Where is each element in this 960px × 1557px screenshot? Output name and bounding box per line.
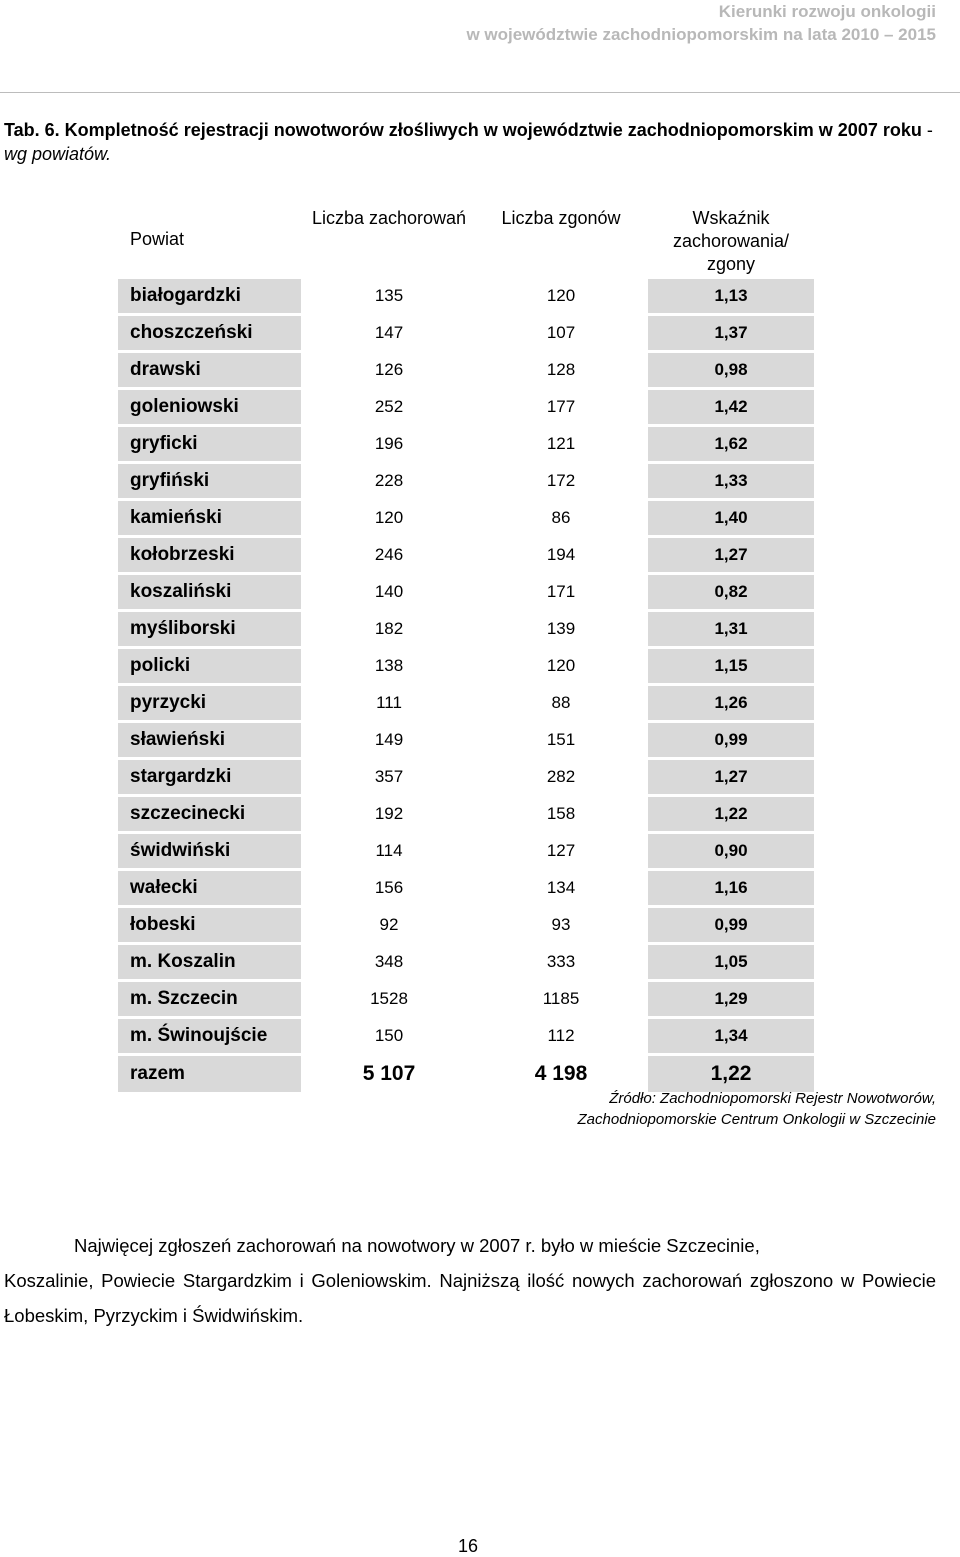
cell-zgony: 120 xyxy=(477,279,645,313)
cell-wskaznik: 1,33 xyxy=(648,464,814,498)
cell-zgony: 88 xyxy=(477,686,645,720)
cell-zachorowania: 196 xyxy=(304,427,474,461)
cell-wskaznik: 1,40 xyxy=(648,501,814,535)
table-row xyxy=(118,575,814,609)
cell-zgony: 128 xyxy=(477,353,645,387)
table-row xyxy=(118,279,814,313)
cell-zgony: 86 xyxy=(477,501,645,535)
total-cell-powiat: razem xyxy=(118,1056,301,1092)
cell-zgony: 134 xyxy=(477,871,645,905)
cell-zgony: 171 xyxy=(477,575,645,609)
cell-zgony: 177 xyxy=(477,390,645,424)
cell-zachorowania: 348 xyxy=(304,945,474,979)
cell-zachorowania: 120 xyxy=(304,501,474,535)
table-row xyxy=(118,723,814,757)
cell-wskaznik: 1,31 xyxy=(648,612,814,646)
cell-powiat: świdwiński xyxy=(118,834,301,868)
cell-powiat: wałecki xyxy=(118,871,301,905)
cell-powiat: goleniowski xyxy=(118,390,301,424)
cell-wskaznik: 1,34 xyxy=(648,1019,814,1053)
cell-powiat: choszczeński xyxy=(118,316,301,350)
cell-zachorowania: 140 xyxy=(304,575,474,609)
cell-powiat: pyrzycki xyxy=(118,686,301,720)
cell-zachorowania: 252 xyxy=(304,390,474,424)
table-row xyxy=(118,834,814,868)
cell-wskaznik: 1,15 xyxy=(648,649,814,683)
header-rule xyxy=(0,92,960,93)
cell-zachorowania: 357 xyxy=(304,760,474,794)
header-liczba-zgonow: Liczba zgonów xyxy=(477,203,645,276)
cell-powiat: m. Szczecin xyxy=(118,982,301,1016)
cell-zachorowania: 126 xyxy=(304,353,474,387)
cell-wskaznik: 1,27 xyxy=(648,538,814,572)
cell-powiat: koszaliński xyxy=(118,575,301,609)
total-cell-zachorowania: 5 107 xyxy=(304,1056,474,1092)
table-total-row xyxy=(118,1056,814,1092)
cell-zachorowania: 1528 xyxy=(304,982,474,1016)
total-cell-zgony: 4 198 xyxy=(477,1056,645,1092)
cell-zgony: 112 xyxy=(477,1019,645,1053)
source-note xyxy=(578,1088,937,1130)
cell-powiat: białogardzki xyxy=(118,279,301,313)
cell-zgony: 120 xyxy=(477,649,645,683)
source-line-2: Zachodniopomorskie Centrum Onkologii w Szczecinie xyxy=(577,1111,936,1128)
header-line-1: Kierunki rozwoju onkologii xyxy=(718,2,936,21)
cell-powiat: m. Świnoujście xyxy=(118,1019,301,1053)
cell-wskaznik: 1,37 xyxy=(648,316,814,350)
table-row xyxy=(118,538,814,572)
table-row xyxy=(118,797,814,831)
caption-dash: - xyxy=(921,120,933,140)
cell-zachorowania: 246 xyxy=(304,538,474,572)
cell-powiat: m. Koszalin xyxy=(118,945,301,979)
cell-wskaznik: 1,05 xyxy=(648,945,814,979)
page-number: 16 xyxy=(457,1536,479,1556)
table-caption xyxy=(4,118,944,166)
table-row xyxy=(118,945,814,979)
cell-zgony: 151 xyxy=(477,723,645,757)
cell-zgony: 121 xyxy=(477,427,645,461)
table-row xyxy=(118,464,814,498)
cell-zgony: 107 xyxy=(477,316,645,350)
data-table xyxy=(115,200,817,1095)
table-row xyxy=(118,760,814,794)
cell-wskaznik: 1,13 xyxy=(648,279,814,313)
cell-powiat: szczecinecki xyxy=(118,797,301,831)
cell-zachorowania: 111 xyxy=(304,686,474,720)
cell-powiat: sławieński xyxy=(118,723,301,757)
cell-wskaznik: 1,27 xyxy=(648,760,814,794)
cell-zgony: 93 xyxy=(477,908,645,942)
cell-wskaznik: 1,26 xyxy=(648,686,814,720)
total-cell-wskaznik: 1,22 xyxy=(648,1056,814,1092)
cell-zachorowania: 192 xyxy=(304,797,474,831)
table-row xyxy=(118,390,814,424)
cell-wskaznik: 1,42 xyxy=(648,390,814,424)
table-row xyxy=(118,612,814,646)
cell-zachorowania: 156 xyxy=(304,871,474,905)
cell-zgony: 127 xyxy=(477,834,645,868)
cell-zachorowania: 138 xyxy=(304,649,474,683)
table-row xyxy=(118,871,814,905)
table-row xyxy=(118,316,814,350)
cell-zachorowania: 150 xyxy=(304,1019,474,1053)
cell-wskaznik: 1,62 xyxy=(648,427,814,461)
body-paragraph xyxy=(4,1228,936,1333)
cell-zachorowania: 147 xyxy=(304,316,474,350)
cell-powiat: kamieński xyxy=(118,501,301,535)
header-liczba-zachorowan: Liczba zachorowań xyxy=(304,203,474,276)
table-row xyxy=(118,686,814,720)
cell-zgony: 1185 xyxy=(477,982,645,1016)
cell-powiat: gryficki xyxy=(118,427,301,461)
cell-wskaznik: 1,16 xyxy=(648,871,814,905)
cell-powiat: gryfiński xyxy=(118,464,301,498)
cell-zgony: 194 xyxy=(477,538,645,572)
table-body xyxy=(118,279,814,1092)
table-row xyxy=(118,501,814,535)
cell-zachorowania: 114 xyxy=(304,834,474,868)
header-line-2: w województwie zachodniopomorskim na lata 2010 – 2015 xyxy=(466,25,936,44)
cell-zgony: 158 xyxy=(477,797,645,831)
cell-wskaznik: 1,22 xyxy=(648,797,814,831)
cell-zachorowania: 149 xyxy=(304,723,474,757)
cell-powiat: łobeski xyxy=(118,908,301,942)
running-header xyxy=(466,0,936,46)
cell-zgony: 172 xyxy=(477,464,645,498)
cell-powiat: policki xyxy=(118,649,301,683)
cell-wskaznik: 0,82 xyxy=(648,575,814,609)
source-line-1: Źródło: Zachodniopomorski Rejestr Nowotworów, xyxy=(609,1090,936,1107)
table-header-row xyxy=(118,203,814,276)
caption-title: Tab. 6. Kompletność rejestracji nowotworów złośliwych w województwie zachodniopomorskim w 2007 roku xyxy=(4,120,922,140)
header-powiat: Powiat xyxy=(118,203,301,276)
cell-powiat: drawski xyxy=(118,353,301,387)
cell-wskaznik: 0,99 xyxy=(648,723,814,757)
cell-zgony: 333 xyxy=(477,945,645,979)
cell-wskaznik: 0,98 xyxy=(648,353,814,387)
paragraph-line-1: Najwięcej zgłoszeń zachorowań na nowotwory w 2007 r. było w mieście Szczecinie, xyxy=(74,1235,760,1256)
cell-wskaznik: 0,99 xyxy=(648,908,814,942)
cell-zgony: 282 xyxy=(477,760,645,794)
cell-wskaznik: 0,90 xyxy=(648,834,814,868)
table-row xyxy=(118,1019,814,1053)
cell-wskaznik: 1,29 xyxy=(648,982,814,1016)
table-row xyxy=(118,908,814,942)
paragraph-rest: Koszalinie, Powiecie Stargardzkim i Goleniowskim. Najniższą ilość nowych zachorowań zgłoszono w Powiecie Łobeskim, Pyrzyckim i Świdwińskim. xyxy=(4,1270,936,1326)
cell-zachorowania: 135 xyxy=(304,279,474,313)
table-row xyxy=(118,649,814,683)
table-row xyxy=(118,353,814,387)
cell-powiat: kołobrzeski xyxy=(118,538,301,572)
table-row xyxy=(118,982,814,1016)
cell-powiat: stargardzki xyxy=(118,760,301,794)
table-row xyxy=(118,427,814,461)
cell-zachorowania: 92 xyxy=(304,908,474,942)
cell-powiat: myśliborski xyxy=(118,612,301,646)
header-wskaznik: Wskaźnik zachorowania/ zgony xyxy=(648,203,814,276)
caption-subtitle: wg powiatów. xyxy=(4,144,112,164)
cell-zachorowania: 228 xyxy=(304,464,474,498)
cell-zachorowania: 182 xyxy=(304,612,474,646)
cell-zgony: 139 xyxy=(477,612,645,646)
